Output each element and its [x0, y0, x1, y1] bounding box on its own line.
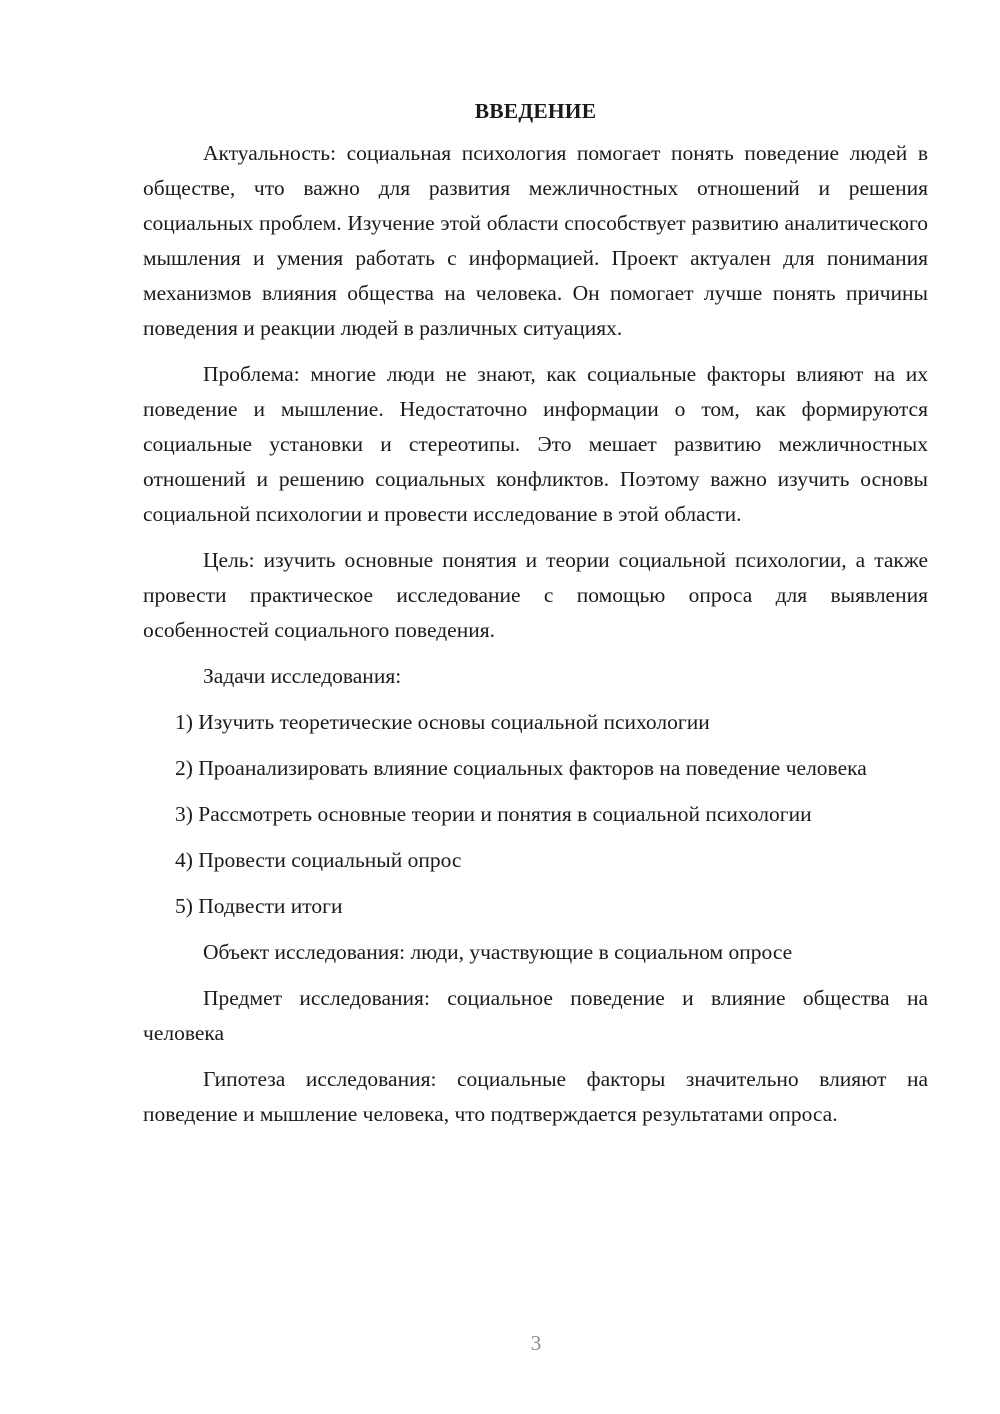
task-item-5: 5) Подвести итоги [175, 894, 343, 918]
task-item-4: 4) Провести социальный опрос [175, 848, 462, 872]
task-item-2: 2) Проанализировать влияние социальных факторов на поведение человека [175, 756, 867, 780]
paragraph-goal: Цель: изучить основные понятия и теории социальной психологии, а также провести практическое исследование с помощью опроса для выявления особенностей социального поведения. [143, 548, 928, 642]
section-title: ВВЕДЕНИЕ [474, 99, 597, 123]
paragraph-hypothesis: Гипотеза исследования: социальные факторы значительно влияют на поведение и мышление человека, что подтверждается результатами опроса. [143, 1067, 928, 1126]
tasks-heading: Задачи исследования: [203, 664, 402, 688]
paragraph-object: Объект исследования: люди, участвующие в социальном опросе [203, 940, 793, 964]
task-item-3: 3) Рассмотреть основные теории и понятия в социальной психологии [175, 802, 812, 826]
page-number: 3 [530, 1331, 542, 1355]
page-content [143, 94, 928, 1143]
paragraph-relevance: Актуальность: социальная психология помогает понять поведение людей в обществе, что важно для развития межличностных отношений и решения социальных проблем. Изучение этой области способствует развитию аналитического мышления и умения работать с информацией. Проект актуален для понимания механизмов влияния общества на человека. Он помогает лучше понять причины поведения и реакции людей в различных ситуациях. [143, 141, 928, 340]
paragraph-subject: Предмет исследования: социальное поведение и влияние общества на человека [143, 986, 928, 1045]
paragraph-problem: Проблема: многие люди не знают, как социальные факторы влияют на их поведение и мышление. Недостаточно информации о том, как формируются социальные установки и стереотипы. Это мешает развитию межличностных отношений и решению социальных конфликтов. Поэтому важно изучить основы социальной психологии и провести исследование в этой области. [143, 362, 928, 526]
task-item-1: 1) Изучить теоретические основы социальной психологии [175, 710, 710, 734]
